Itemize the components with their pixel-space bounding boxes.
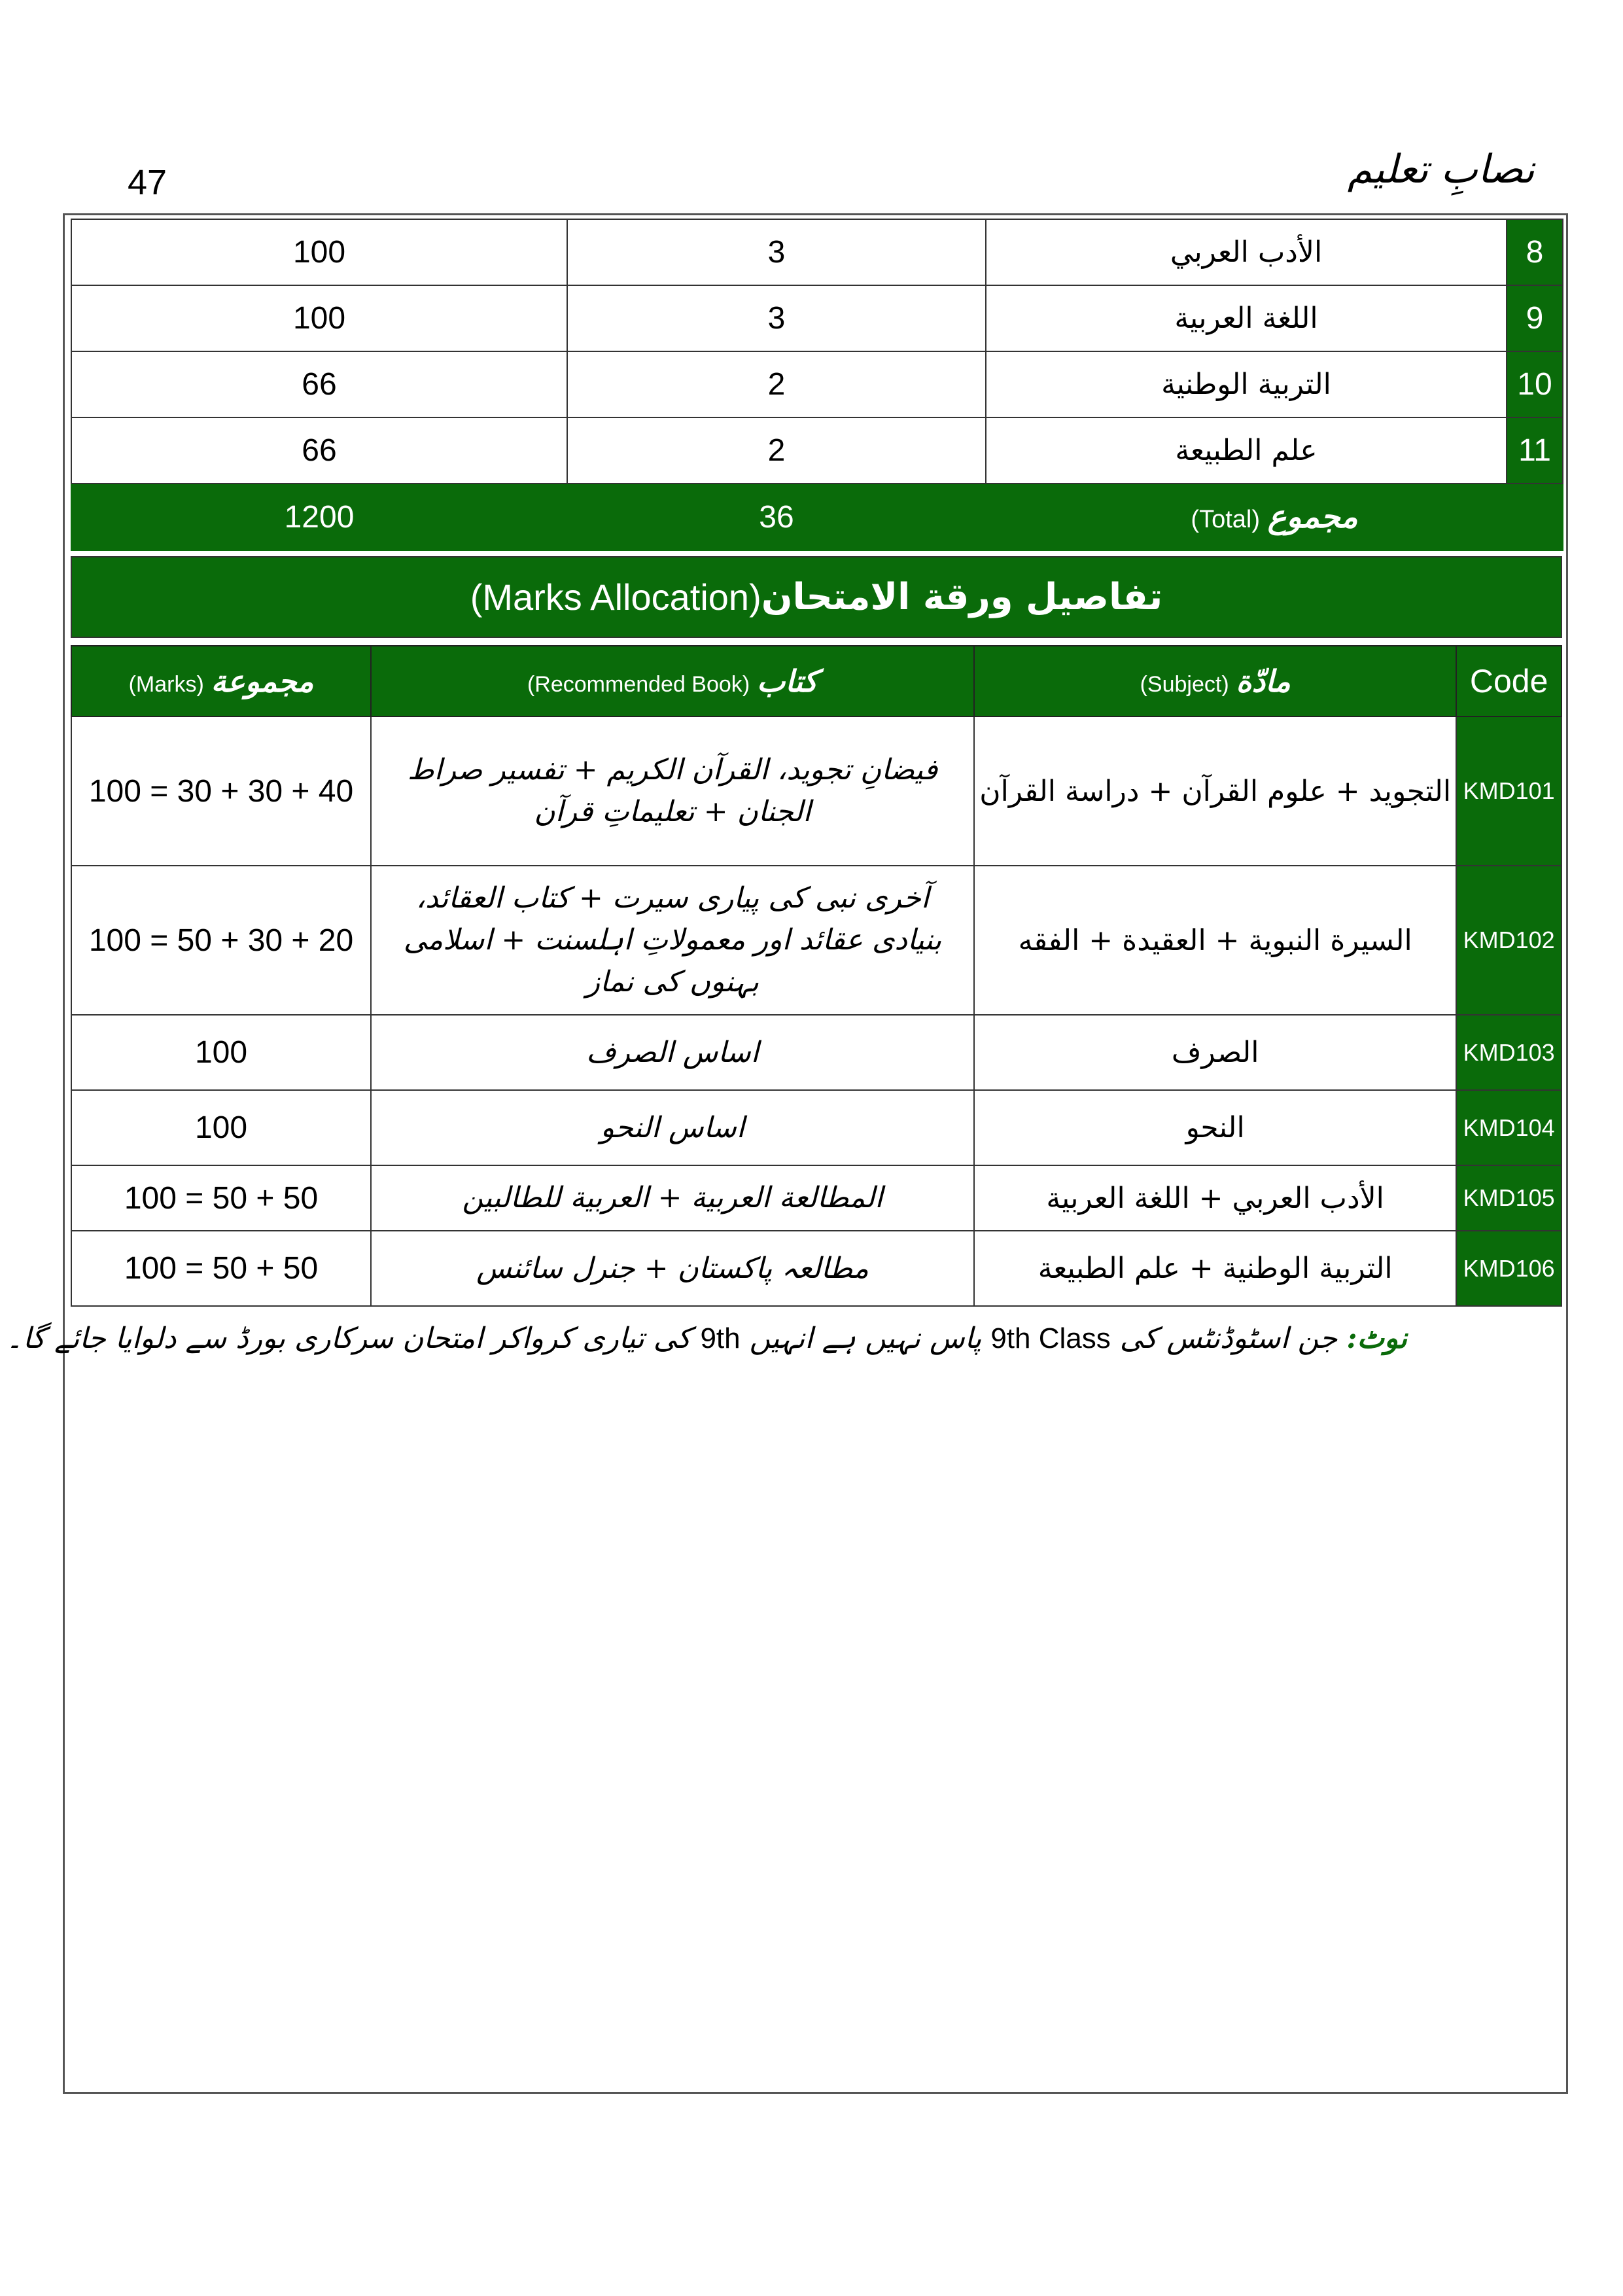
subjects-periods-table bbox=[71, 219, 1563, 551]
row-number-cell: 11 bbox=[1507, 417, 1563, 484]
note-class-text: 9th Class bbox=[990, 1322, 1111, 1354]
subject-cell: الأدب العربي bbox=[986, 219, 1507, 285]
page-number: 47 bbox=[128, 163, 167, 202]
table-row bbox=[71, 1090, 1562, 1165]
marks-cell: 66 bbox=[71, 417, 567, 484]
header-book-en: (Recommended Book) bbox=[527, 672, 750, 697]
book-cell: المطالعة العربية + العربية للطالبين bbox=[371, 1165, 974, 1231]
note-part3: کی تیاری کرواکر امتحان سرکاری بورڈ سے دلوایا جائے گا۔ bbox=[6, 1322, 691, 1355]
footnote bbox=[6, 1322, 1407, 1355]
table-row bbox=[71, 285, 1563, 351]
marks-cell: 100 bbox=[71, 1090, 371, 1165]
book-cell: آخری نبی کی پیاری سیرت + کتاب العقائد، بنیادی عقائد اور معمولاتِ اہلسنت + اسلامی بہنوں کی نماز bbox=[371, 866, 974, 1015]
marks-cell: 100 bbox=[71, 219, 567, 285]
total-marks: 1200 bbox=[71, 484, 567, 550]
row-number-cell: 10 bbox=[1507, 351, 1563, 417]
header-title: نصابِ تعلیم bbox=[1347, 147, 1535, 192]
table-row bbox=[71, 219, 1563, 285]
header-marks bbox=[71, 646, 371, 716]
periods-cell: 3 bbox=[567, 219, 986, 285]
marks-cell: 100 = 50 + 50 bbox=[71, 1231, 371, 1306]
table-row bbox=[71, 417, 1563, 484]
note-label: نوٹ: bbox=[1346, 1322, 1407, 1355]
total-label-en: (Total) bbox=[1191, 506, 1261, 533]
book-cell: مطالعہ پاکستان + جنرل سائنس bbox=[371, 1231, 974, 1306]
row-number-cell: 8 bbox=[1507, 219, 1563, 285]
code-cell: KMD103 bbox=[1456, 1015, 1562, 1090]
table-row bbox=[71, 1231, 1562, 1306]
subject-cell: الصرف bbox=[974, 1015, 1456, 1090]
header-code: Code bbox=[1456, 646, 1562, 716]
table-row bbox=[71, 351, 1563, 417]
code-cell: KMD106 bbox=[1456, 1231, 1562, 1306]
subject-cell: الأدب العربي + اللغة العربية bbox=[974, 1165, 1456, 1231]
header-book-ar: کتاب bbox=[756, 663, 818, 699]
marks-cell: 100 bbox=[71, 1015, 371, 1090]
marks-cell: 100 = 50 + 50 bbox=[71, 1165, 371, 1231]
code-cell: KMD101 bbox=[1456, 716, 1562, 866]
subject-cell: النحو bbox=[974, 1090, 1456, 1165]
subject-cell: اللغة العربية bbox=[986, 285, 1507, 351]
note-grade: 9th bbox=[700, 1322, 741, 1354]
header-subject bbox=[974, 646, 1456, 716]
header-subject-en: (Subject) bbox=[1140, 672, 1229, 697]
book-cell: اساس النحو bbox=[371, 1090, 974, 1165]
header-marks-en: (Marks) bbox=[128, 672, 204, 697]
marks-allocation-banner bbox=[71, 556, 1562, 638]
subject-cell: علم الطبيعة bbox=[986, 417, 1507, 484]
banner-title-ar: تفاصيل ورقة الامتحان bbox=[761, 576, 1163, 618]
header-marks-ar: مجموعة bbox=[211, 663, 314, 699]
table-row bbox=[71, 1015, 1562, 1090]
book-cell: اساس الصرف bbox=[371, 1015, 974, 1090]
book-cell: فیضانِ تجوید، القرآن الکریم + تفسیر صراط الجنان + تعلیماتِ قرآن bbox=[371, 716, 974, 866]
total-label bbox=[986, 484, 1563, 550]
subject-cell: التربية الوطنية + علم الطبيعة bbox=[974, 1231, 1456, 1306]
note-part1: جن اسٹوڈنٹس کی bbox=[1119, 1322, 1338, 1355]
table-row bbox=[71, 716, 1562, 866]
marks-cell: 100 = 30 + 30 + 40 bbox=[71, 716, 371, 866]
total-row bbox=[71, 484, 1563, 550]
marks-cell: 100 bbox=[71, 285, 567, 351]
note-part2: پاس نہیں ہے انہیں bbox=[749, 1322, 982, 1355]
periods-cell: 3 bbox=[567, 285, 986, 351]
marks-cell: 66 bbox=[71, 351, 567, 417]
code-cell: KMD104 bbox=[1456, 1090, 1562, 1165]
total-periods: 36 bbox=[567, 484, 986, 550]
table-header-row bbox=[71, 646, 1562, 716]
header-book bbox=[371, 646, 974, 716]
total-label-ar: مجموع bbox=[1267, 499, 1358, 535]
marks-allocation-table bbox=[71, 645, 1562, 1307]
marks-cell: 100 = 50 + 30 + 20 bbox=[71, 866, 371, 1015]
table-row bbox=[71, 1165, 1562, 1231]
banner-title-en: (Marks Allocation) bbox=[470, 576, 761, 618]
code-cell: KMD102 bbox=[1456, 866, 1562, 1015]
periods-cell: 2 bbox=[567, 351, 986, 417]
periods-cell: 2 bbox=[567, 417, 986, 484]
code-cell: KMD105 bbox=[1456, 1165, 1562, 1231]
subject-cell: السيرة النبوية + العقيدة + الفقه bbox=[974, 866, 1456, 1015]
subject-cell: التجويد + علوم القرآن + دراسة القرآن bbox=[974, 716, 1456, 866]
table-row bbox=[71, 866, 1562, 1015]
row-number-cell: 9 bbox=[1507, 285, 1563, 351]
subject-cell: التربية الوطنية bbox=[986, 351, 1507, 417]
header-subject-ar: مادّة bbox=[1236, 663, 1291, 699]
